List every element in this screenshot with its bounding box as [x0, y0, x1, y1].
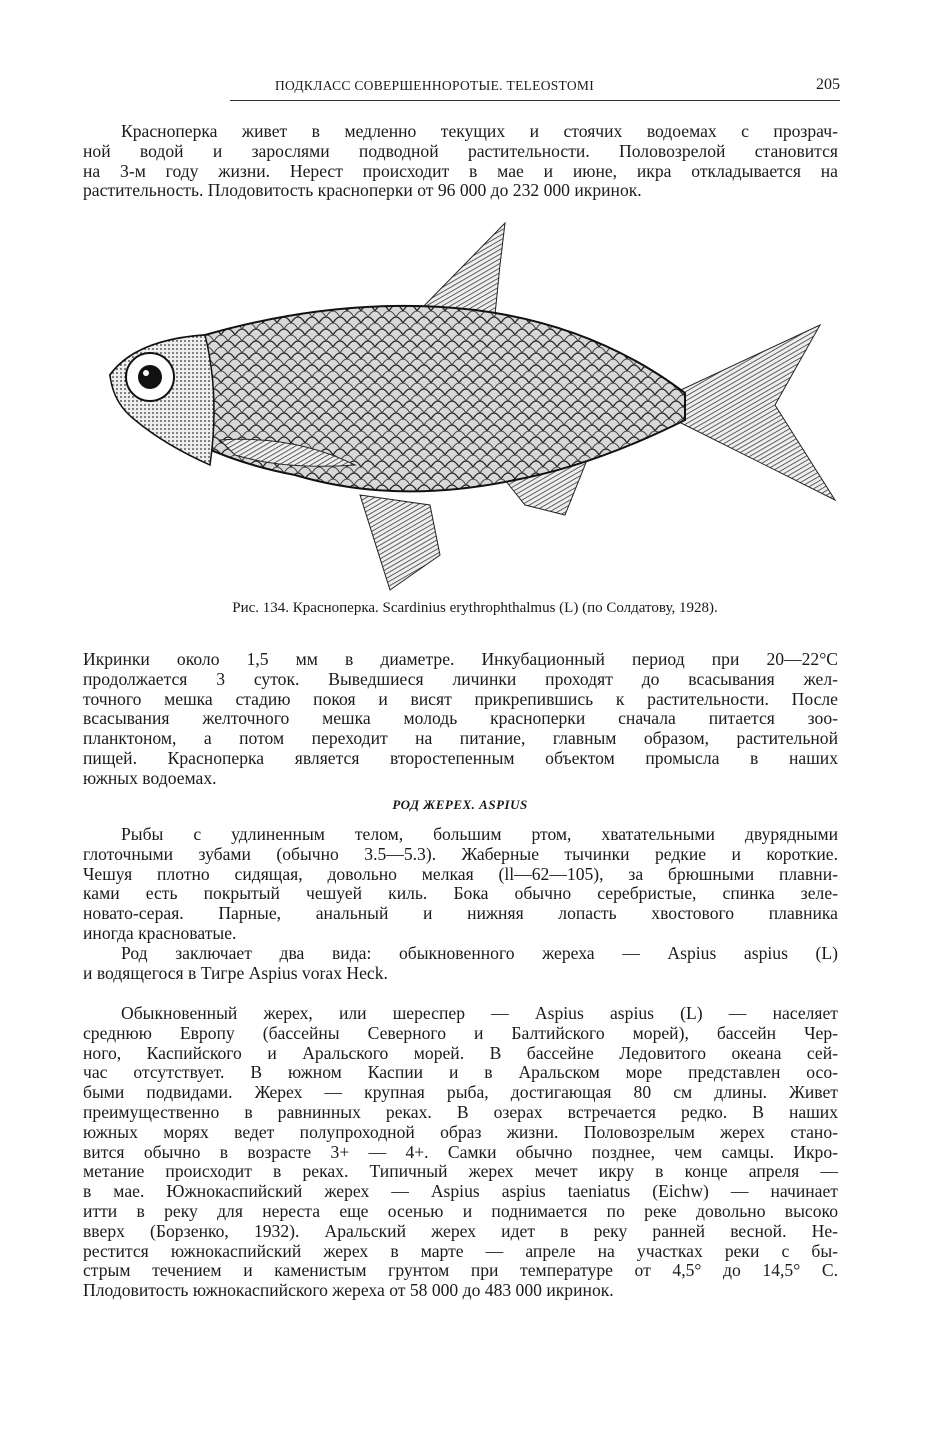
page-number: 205 [816, 76, 840, 93]
text-line: час отсутствует. В южном Каспии и в Аральском море представлен осо- [83, 1062, 838, 1083]
section-heading: РОД ЖЕРЕХ. ASPIUS [392, 797, 528, 812]
text-line: на 3-м году жизни. Нерест происходит в мае и июне, икра откладывается на [83, 160, 838, 181]
text-line: новато-серая. Парные, анальный и нижняя лопасть хвостового плавника [83, 903, 838, 924]
text-line: ной водой и зарослями подводной растительности. Половозрелой становится [83, 140, 838, 161]
running-header [230, 76, 840, 101]
text-line: Чешуя плотно сидящая, довольно мелкая (ll—62—105), за брюшными плавни- [83, 863, 838, 884]
text-line: Икринки около 1,5 мм в диаметре. Инкубационный период при 20—22°С [83, 649, 838, 669]
text-line: продолжается 3 суток. Выведшиеся личинки проходят до всасывания жел- [83, 668, 838, 689]
dorsal-fin [420, 223, 505, 315]
text-line: южных водоемах. [83, 767, 217, 788]
figure-caption: Рис. 134. Красноперка. Scardinius erythrophthalmus (L) (по Солдатову, 1928). [232, 600, 718, 616]
pupil [138, 365, 162, 389]
text-line: пищей. Красноперка является второстепенным объектом промысла в наших [83, 747, 838, 768]
text-line: Красноперка живет в медленно текущих и стоячих водоемах с прозрач- [121, 121, 838, 141]
text-line: стрым течением и каменистым грунтом при температуре от 4,5° до 14,5° С. [83, 1260, 838, 1281]
text-line: быми подвидами. Жерех — крупная рыба, достигающая 80 см длины. Живет [83, 1082, 838, 1103]
text-line: вверх (Борзенко, 1932). Аральский жерех идет в реку ранней весной. Не- [83, 1220, 838, 1241]
text-line: точного мешка стадию покоя и висят прикрепившись к растительности. После [83, 688, 838, 709]
text-line: Обыкновенный жерех, или шереспер — Aspius aspius (L) — населяет [121, 1003, 838, 1023]
text-line: итти в реку для нереста еще осенью и поднимается по реке довольно высоко [83, 1200, 838, 1221]
paragraph-asp-distribution [83, 1004, 838, 1301]
text-line: Плодовитость южнокаспийского жереха от 58 000 до 483 000 икринок. [83, 1280, 614, 1301]
paragraph-rudd-habitat [83, 122, 838, 201]
text-line: глоточными зубами (обычно 3.5—5.3). Жаберные тычинки редкие и короткие. [83, 843, 838, 864]
text-line: ного, Каспийского и Аральского морей. В бассейне Ледовитого океана сей- [83, 1042, 838, 1063]
text-line: и водящегося в Тигре Aspius vorax Heck. [83, 962, 388, 983]
text-line: среднюю Европу (бассейны Северного и Балтийского морей), бассейн Чер- [83, 1022, 838, 1043]
fish-head [110, 335, 214, 465]
text-line: всасывания желточного мешка молодь красноперки сначала питается зоо- [83, 708, 838, 729]
text-line: вится обычно в возрасте 3+ — 4+. Самки обычно позднее, чем самцы. Икро- [83, 1141, 838, 1162]
rudd-drawing [95, 215, 855, 595]
tail-fin [670, 325, 835, 500]
text-line: южных морях ведет полупроходной образ жизни. Половозрелым жерех стано- [83, 1121, 838, 1142]
paragraph-aspius-description [83, 825, 838, 944]
text-line: Род заключает два вида: обыкновенного жереха — Aspius aspius (L) [121, 943, 838, 963]
text-line: преимущественно в равнинных реках. В озерах встречается редко. В наших [83, 1101, 838, 1122]
text-line: иногда красноватые. [83, 922, 237, 943]
paragraph-aspius-species [83, 944, 838, 984]
text-line: рестится южнокаспийский жерех в марте — апреле на участках реки с бы- [83, 1240, 838, 1261]
text-line: в мае. Южнокаспийский жерех — Aspius aspius taeniatus (Eichw) — начинает [83, 1181, 838, 1202]
running-title: ПОДКЛАСС СОВЕРШЕННОРОТЫЕ. TELEOSTOMI [275, 78, 595, 93]
pelvic-fin [360, 495, 440, 590]
paragraph-rudd-development [83, 650, 838, 789]
text-line: планктоном, а потом переходит на питание, главным образом, растительной [83, 728, 838, 749]
fish-illustration [95, 215, 855, 595]
text-line: растительность. Плодовитость красноперки от 96 000 до 232 000 икринок. [83, 180, 642, 201]
text-line: Рыбы с удлиненным телом, большим ртом, хватательными двурядными [121, 824, 838, 844]
text-line: метание происходит в реках. Типичный жерех мечет икру в конце апреля — [83, 1161, 838, 1182]
text-line: ками есть покрытый чешуей киль. Бока обычно серебристые, спинка зеле- [83, 883, 838, 904]
